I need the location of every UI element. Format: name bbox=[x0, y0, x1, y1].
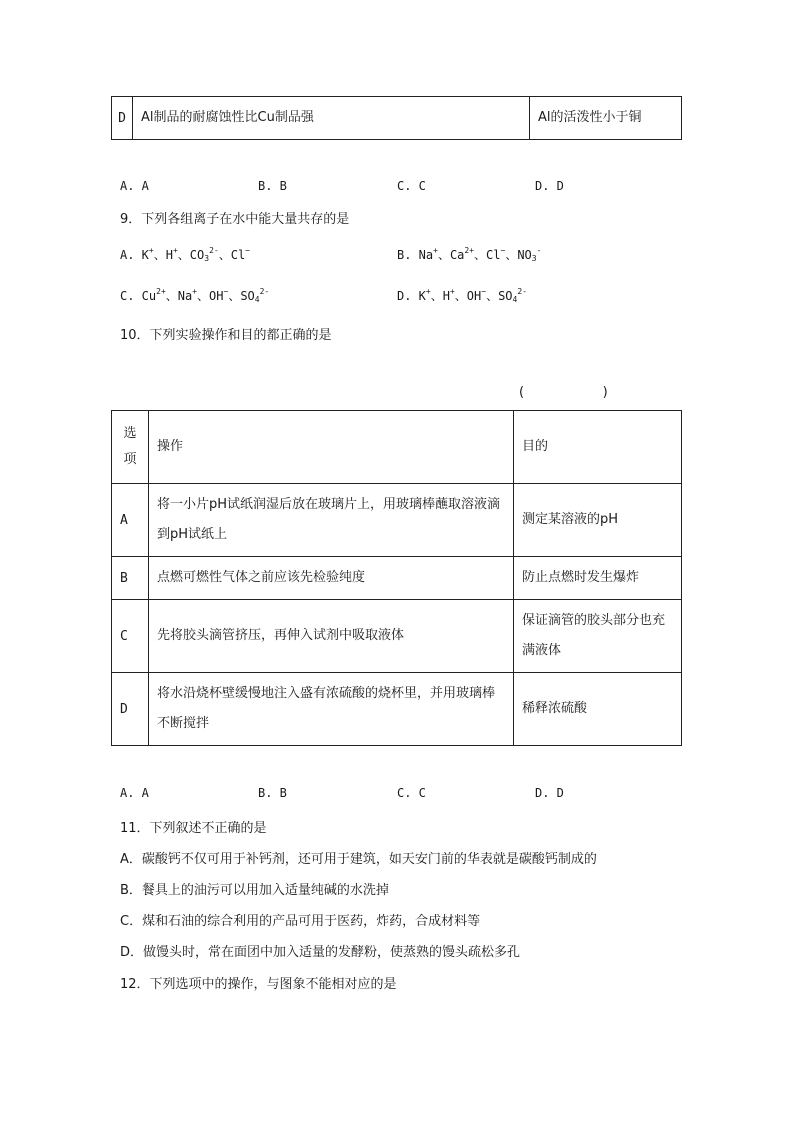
row-label: C bbox=[112, 600, 149, 673]
choice-c: C. C bbox=[397, 786, 426, 800]
choice-a: A. A bbox=[120, 786, 149, 800]
question-12-stem: 12．下列选项中的操作，与图象不能相对应的是 bbox=[120, 977, 397, 992]
q10-header-option: 选 项 bbox=[112, 411, 149, 484]
answer-blank: ( ) bbox=[519, 385, 608, 400]
q10-header-goal: 目的 bbox=[514, 411, 682, 484]
row-label: D bbox=[112, 673, 149, 746]
row-goal: 测定某溶液的pH bbox=[514, 484, 682, 557]
row-operation: 先将胶头滴管挤压，再伸入试剂中吸取液体 bbox=[149, 600, 514, 673]
top-table-label: D bbox=[112, 97, 133, 140]
choice-a: A. A bbox=[120, 179, 149, 193]
q10-header-operation: 操作 bbox=[149, 411, 514, 484]
row-operation: 将一小片pH试纸润湿后放在玻璃片上，用玻璃棒蘸取溶液滴到pH试纸上 bbox=[149, 484, 514, 557]
row-label: A bbox=[112, 484, 149, 557]
choice-d: D. D bbox=[535, 786, 564, 800]
row-goal: 稀释浓硫酸 bbox=[514, 673, 682, 746]
question-9-stem: 9．下列各组离子在水中能大量共存的是 bbox=[120, 212, 350, 227]
choice-d: D. D bbox=[535, 179, 564, 193]
choice-b: B. B bbox=[258, 179, 287, 193]
q11-option-b: B．餐具上的油污可以用加入适量纯碱的水洗掉 bbox=[120, 883, 389, 898]
table-row bbox=[112, 484, 682, 557]
choice-c: C. C bbox=[397, 179, 426, 193]
q9-option-a: A. K+、H+、$CO_3^{2-}$、Cl− bbox=[120, 246, 250, 263]
q9-option-c: C. $Cu^{2+}$、Na+、OH−、$SO_4^{2-}$ bbox=[120, 287, 270, 304]
q10-table bbox=[111, 410, 682, 746]
row-goal: 防止点燃时发生爆炸 bbox=[514, 557, 682, 600]
row-label: B bbox=[112, 557, 149, 600]
answer-choices-1 bbox=[120, 179, 680, 197]
q9-option-d: D. K+、H+、OH−、$SO_4^{2-}$ bbox=[397, 287, 527, 304]
question-11-stem: 11．下列叙述不正确的是 bbox=[120, 821, 267, 836]
row-operation: 点燃可燃性气体之前应该先检验纯度 bbox=[149, 557, 514, 600]
row-operation: 将水沿烧杯壁缓慢地注入盛有浓硫酸的烧杯里，并用玻璃棒不断搅拌 bbox=[149, 673, 514, 746]
q9-option-b: B. Na+、$Ca^{2+}$、Cl−、$NO_3^-$ bbox=[397, 246, 542, 263]
table-row bbox=[112, 557, 682, 600]
top-table-reason: Al的活泼性小于铜 bbox=[530, 97, 682, 140]
table-row bbox=[112, 673, 682, 746]
table-row bbox=[112, 600, 682, 673]
q11-option-a: A．碳酸钙不仅可用于补钙剂，还可用于建筑，如天安门前的华表就是碳酸钙制成的 bbox=[120, 852, 597, 867]
top-table bbox=[111, 96, 682, 140]
answer-choices-2 bbox=[120, 786, 680, 804]
choice-b: B. B bbox=[258, 786, 287, 800]
q11-option-c: C．煤和石油的综合利用的产品可用于医药，炸药，合成材料等 bbox=[120, 914, 481, 929]
top-table-statement: Al制品的耐腐蚀性比Cu制品强 bbox=[133, 97, 530, 140]
row-goal: 保证滴管的胶头部分也充满液体 bbox=[514, 600, 682, 673]
question-10-stem: 10．下列实验操作和目的都正确的是 bbox=[120, 328, 332, 343]
q11-option-d: D．做馒头时，常在面团中加入适量的发酵粉，使蒸熟的馒头疏松多孔 bbox=[120, 945, 521, 960]
